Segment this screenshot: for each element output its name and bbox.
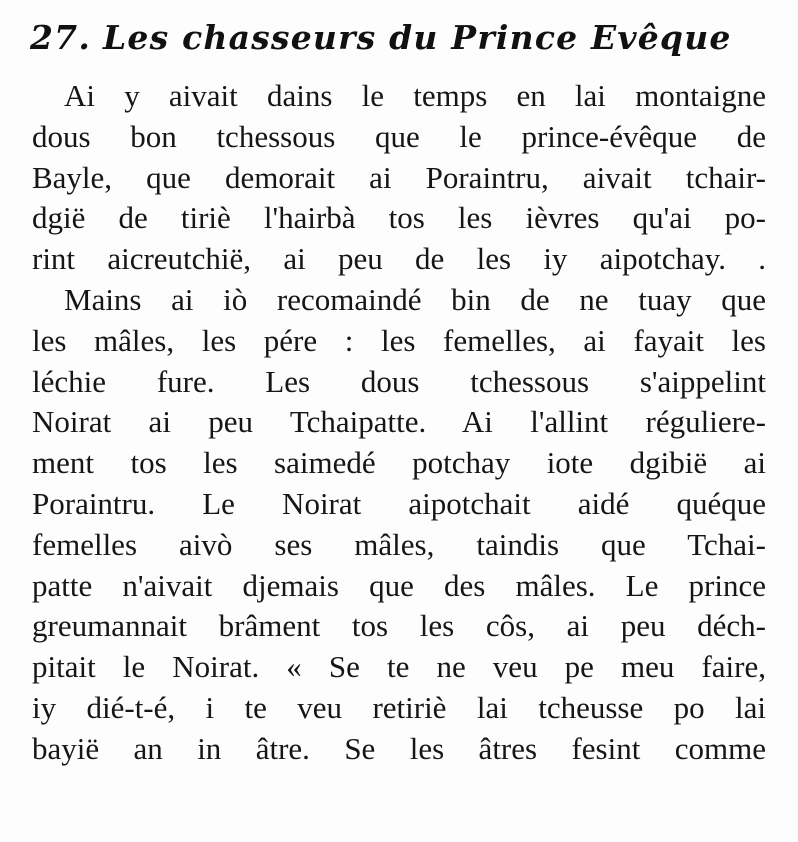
text-line: Ai y aivait dains le temps en lai montaigne [64, 78, 766, 113]
text-line: pitait le Noirat. « Se te ne veu pe meu faire, [32, 649, 766, 685]
body-text [32, 76, 766, 770]
section-heading [30, 6, 790, 70]
text-line: dgië de tiriè l'hairbà tos les ièvres qu'ai po- [32, 200, 766, 236]
text-line: Poraintru. Le Noirat aipotchait aidé quéque [32, 485, 766, 521]
text-line: iy dié-t-é, i te veu retiriè lai tcheusse po lai [32, 689, 766, 725]
section-number: 27. [30, 18, 92, 57]
text-line: ment tos les saimedé potchay iote dgibië ai [32, 445, 766, 481]
text-line: léchie fure. Les dous tchessous s'aippelint [32, 363, 766, 399]
text-line: Noirat ai peu Tchaipatte. Ai l'allint réguliere- [32, 404, 766, 440]
text-line: rint aicreutchië, ai peu de les iy aipotchay. . [32, 241, 766, 277]
text-line: les mâles, les pére : les femelles, ai fayait les [32, 322, 766, 358]
text-line: Mains ai iò recomaindé bin de ne tuay que [64, 281, 766, 317]
text-line: patte n'aivait djemais que des mâles. Le prince [32, 567, 766, 603]
text-line: dous bon tchessous que le prince-évêque de [32, 118, 766, 154]
text-line: femelles aivò ses mâles, taindis que Tchai- [32, 526, 766, 562]
section-title: Les chasseurs du Prince Evêque [103, 18, 732, 57]
text-line: greumannait brâment tos les côs, ai peu déch- [32, 608, 766, 644]
text-line: Bayle, que demorait ai Poraintru, aivait tchair- [32, 159, 766, 195]
text-line: bayië an in âtre. Se les âtres fesint comme [32, 730, 766, 766]
